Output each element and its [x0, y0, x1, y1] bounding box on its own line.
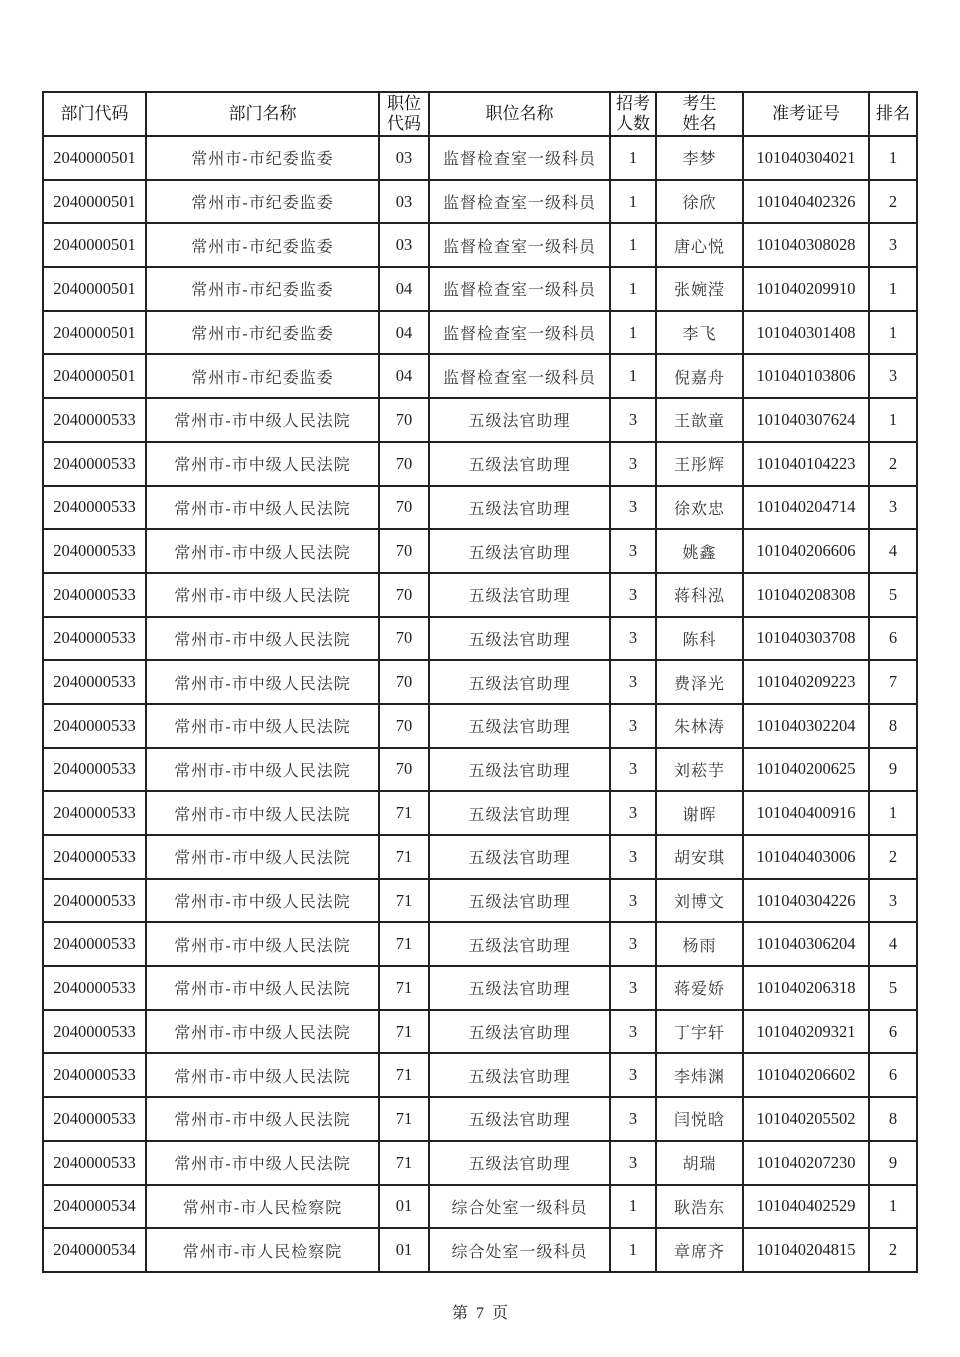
cell-quota: 3: [610, 486, 656, 530]
cell-dept-code: 2040000534: [43, 1185, 146, 1229]
cell-position-code: 04: [379, 267, 429, 311]
cell-ticket-no: 101040304021: [743, 136, 869, 180]
table-row: [43, 398, 917, 442]
header-position-code-line2: 代码: [387, 114, 421, 134]
cell-ticket-no: 101040206606: [743, 529, 869, 573]
cell-position-name: 综合处室一级科员: [429, 1228, 610, 1272]
cell-ticket-no: 101040307624: [743, 398, 869, 442]
cell-ticket-no: 101040104223: [743, 442, 869, 486]
table-row: [43, 1097, 917, 1141]
cell-candidate-name: 徐欣: [656, 180, 743, 224]
table-row: [43, 573, 917, 617]
table-row: [43, 879, 917, 923]
cell-rank: 3: [869, 879, 917, 923]
cell-dept-code: 2040000534: [43, 1228, 146, 1272]
header-dept-code: 部门代码: [43, 92, 146, 136]
cell-position-code: 70: [379, 573, 429, 617]
cell-ticket-no: 101040103806: [743, 354, 869, 398]
cell-position-code: 70: [379, 748, 429, 792]
header-position-code-line1: 职位: [387, 94, 421, 114]
cell-candidate-name: 姚鑫: [656, 529, 743, 573]
cell-ticket-no: 101040205502: [743, 1097, 869, 1141]
cell-ticket-no: 101040306204: [743, 922, 869, 966]
cell-candidate-name: 倪嘉舟: [656, 354, 743, 398]
cell-candidate-name: 刘博文: [656, 879, 743, 923]
cell-candidate-name: 张婉滢: [656, 267, 743, 311]
cell-rank: 1: [869, 398, 917, 442]
header-dept-name: 部门名称: [146, 92, 379, 136]
cell-candidate-name: 王彤辉: [656, 442, 743, 486]
cell-dept-code: 2040000533: [43, 529, 146, 573]
cell-dept-code: 2040000533: [43, 748, 146, 792]
table-row: [43, 748, 917, 792]
header-candidate-name: [656, 92, 743, 136]
header-position-code: [379, 92, 429, 136]
cell-dept-name: 常州市-市中级人民法院: [146, 573, 379, 617]
cell-dept-name: 常州市-市中级人民法院: [146, 1053, 379, 1097]
cell-ticket-no: 101040209223: [743, 660, 869, 704]
cell-quota: 3: [610, 442, 656, 486]
cell-candidate-name: 蒋爱娇: [656, 966, 743, 1010]
table-row: [43, 1185, 917, 1229]
cell-candidate-name: 李梦: [656, 136, 743, 180]
cell-candidate-name: 谢晖: [656, 791, 743, 835]
cell-quota: 3: [610, 1010, 656, 1054]
cell-quota: 1: [610, 267, 656, 311]
cell-position-code: 71: [379, 922, 429, 966]
cell-quota: 3: [610, 922, 656, 966]
cell-position-name: 五级法官助理: [429, 1097, 610, 1141]
cell-rank: 1: [869, 136, 917, 180]
cell-dept-name: 常州市-市中级人民法院: [146, 791, 379, 835]
cell-candidate-name: 李飞: [656, 311, 743, 355]
cell-candidate-name: 杨雨: [656, 922, 743, 966]
cell-quota: 3: [610, 1141, 656, 1185]
cell-candidate-name: 刘菘芋: [656, 748, 743, 792]
cell-position-code: 70: [379, 442, 429, 486]
table-row: [43, 354, 917, 398]
header-candidate-name-line2: 姓名: [682, 114, 717, 134]
cell-quota: 3: [610, 660, 656, 704]
cell-dept-name: 常州市-市中级人民法院: [146, 529, 379, 573]
cell-candidate-name: 胡瑞: [656, 1141, 743, 1185]
cell-candidate-name: 丁宇轩: [656, 1010, 743, 1054]
cell-dept-code: 2040000533: [43, 617, 146, 661]
cell-quota: 3: [610, 529, 656, 573]
cell-candidate-name: 唐心悦: [656, 223, 743, 267]
cell-rank: 2: [869, 180, 917, 224]
cell-position-name: 五级法官助理: [429, 966, 610, 1010]
cell-position-name: 五级法官助理: [429, 835, 610, 879]
cell-rank: 5: [869, 966, 917, 1010]
cell-ticket-no: 101040303708: [743, 617, 869, 661]
cell-dept-name: 常州市-市中级人民法院: [146, 617, 379, 661]
cell-ticket-no: 101040207230: [743, 1141, 869, 1185]
cell-position-name: 五级法官助理: [429, 922, 610, 966]
cell-quota: 1: [610, 136, 656, 180]
cell-rank: 1: [869, 311, 917, 355]
cell-dept-name: 常州市-市纪委监委: [146, 354, 379, 398]
cell-dept-name: 常州市-市中级人民法院: [146, 660, 379, 704]
cell-dept-code: 2040000533: [43, 879, 146, 923]
cell-position-name: 五级法官助理: [429, 1053, 610, 1097]
table-row: [43, 966, 917, 1010]
cell-rank: 3: [869, 223, 917, 267]
cell-position-code: 70: [379, 486, 429, 530]
cell-position-name: 监督检查室一级科员: [429, 136, 610, 180]
cell-position-name: 五级法官助理: [429, 442, 610, 486]
cell-rank: 6: [869, 1053, 917, 1097]
cell-dept-code: 2040000501: [43, 267, 146, 311]
cell-position-code: 71: [379, 835, 429, 879]
cell-candidate-name: 费泽光: [656, 660, 743, 704]
table-row: [43, 791, 917, 835]
cell-quota: 1: [610, 354, 656, 398]
cell-position-name: 综合处室一级科员: [429, 1185, 610, 1229]
cell-dept-code: 2040000501: [43, 136, 146, 180]
cell-rank: 3: [869, 486, 917, 530]
cell-dept-code: 2040000533: [43, 1053, 146, 1097]
cell-ticket-no: 101040206602: [743, 1053, 869, 1097]
cell-candidate-name: 胡安琪: [656, 835, 743, 879]
cell-rank: 7: [869, 660, 917, 704]
cell-ticket-no: 101040206318: [743, 966, 869, 1010]
cell-position-name: 监督检查室一级科员: [429, 354, 610, 398]
cell-candidate-name: 章席齐: [656, 1228, 743, 1272]
cell-ticket-no: 101040301408: [743, 311, 869, 355]
cell-dept-code: 2040000501: [43, 223, 146, 267]
cell-dept-code: 2040000533: [43, 486, 146, 530]
table-row: [43, 442, 917, 486]
cell-quota: 1: [610, 1228, 656, 1272]
cell-dept-code: 2040000533: [43, 1010, 146, 1054]
cell-dept-name: 常州市-市中级人民法院: [146, 1141, 379, 1185]
cell-position-name: 五级法官助理: [429, 660, 610, 704]
cell-dept-name: 常州市-市中级人民法院: [146, 1097, 379, 1141]
cell-quota: 1: [610, 180, 656, 224]
header-quota: [610, 92, 656, 136]
cell-ticket-no: 101040402529: [743, 1185, 869, 1229]
cell-position-name: 监督检查室一级科员: [429, 223, 610, 267]
table-row: [43, 136, 917, 180]
cell-dept-code: 2040000533: [43, 398, 146, 442]
cell-ticket-no: 101040204815: [743, 1228, 869, 1272]
header-candidate-name-line1: 考生: [682, 94, 717, 114]
cell-position-name: 五级法官助理: [429, 791, 610, 835]
cell-position-code: 71: [379, 966, 429, 1010]
cell-position-code: 71: [379, 1141, 429, 1185]
cell-dept-name: 常州市-市中级人民法院: [146, 704, 379, 748]
cell-dept-code: 2040000533: [43, 966, 146, 1010]
cell-position-code: 01: [379, 1185, 429, 1229]
cell-ticket-no: 101040200625: [743, 748, 869, 792]
cell-rank: 1: [869, 267, 917, 311]
cell-quota: 3: [610, 1097, 656, 1141]
cell-position-code: 71: [379, 879, 429, 923]
table-row: [43, 267, 917, 311]
cell-dept-code: 2040000533: [43, 791, 146, 835]
cell-dept-name: 常州市-市纪委监委: [146, 311, 379, 355]
cell-rank: 9: [869, 748, 917, 792]
cell-dept-name: 常州市-市中级人民法院: [146, 966, 379, 1010]
cell-dept-name: 常州市-市纪委监委: [146, 267, 379, 311]
table-header-row: [43, 92, 917, 136]
cell-position-name: 五级法官助理: [429, 748, 610, 792]
cell-position-code: 70: [379, 617, 429, 661]
cell-position-name: 五级法官助理: [429, 573, 610, 617]
cell-quota: 3: [610, 791, 656, 835]
cell-rank: 6: [869, 1010, 917, 1054]
exam-results-table: [42, 91, 918, 1273]
cell-candidate-name: 蒋科泓: [656, 573, 743, 617]
cell-ticket-no: 101040209321: [743, 1010, 869, 1054]
cell-position-code: 04: [379, 354, 429, 398]
cell-position-code: 70: [379, 704, 429, 748]
cell-dept-name: 常州市-市中级人民法院: [146, 879, 379, 923]
table-row: [43, 1010, 917, 1054]
cell-dept-name: 常州市-市中级人民法院: [146, 835, 379, 879]
cell-quota: 1: [610, 311, 656, 355]
cell-quota: 3: [610, 835, 656, 879]
table-row: [43, 922, 917, 966]
cell-dept-code: 2040000533: [43, 704, 146, 748]
cell-dept-name: 常州市-市纪委监委: [146, 180, 379, 224]
cell-dept-name: 常州市-市中级人民法院: [146, 398, 379, 442]
cell-dept-name: 常州市-市中级人民法院: [146, 442, 379, 486]
cell-dept-name: 常州市-市人民检察院: [146, 1185, 379, 1229]
cell-quota: 1: [610, 223, 656, 267]
cell-rank: 1: [869, 1185, 917, 1229]
table-row: [43, 529, 917, 573]
cell-position-name: 五级法官助理: [429, 529, 610, 573]
cell-candidate-name: 陈科: [656, 617, 743, 661]
cell-position-code: 70: [379, 398, 429, 442]
header-position-name: 职位名称: [429, 92, 610, 136]
cell-dept-name: 常州市-市人民检察院: [146, 1228, 379, 1272]
cell-rank: 1: [869, 791, 917, 835]
cell-position-name: 监督检查室一级科员: [429, 180, 610, 224]
cell-dept-code: 2040000533: [43, 1097, 146, 1141]
cell-ticket-no: 101040209910: [743, 267, 869, 311]
cell-dept-name: 常州市-市中级人民法院: [146, 922, 379, 966]
header-rank: 排名: [869, 92, 917, 136]
cell-quota: 3: [610, 879, 656, 923]
cell-ticket-no: 101040304226: [743, 879, 869, 923]
cell-rank: 2: [869, 442, 917, 486]
cell-rank: 6: [869, 617, 917, 661]
table-row: [43, 835, 917, 879]
cell-position-name: 五级法官助理: [429, 486, 610, 530]
cell-dept-code: 2040000533: [43, 660, 146, 704]
cell-position-code: 03: [379, 136, 429, 180]
cell-rank: 9: [869, 1141, 917, 1185]
cell-ticket-no: 101040204714: [743, 486, 869, 530]
header-quota-line2: 人数: [616, 114, 650, 134]
cell-candidate-name: 李炜渊: [656, 1053, 743, 1097]
table-row: [43, 486, 917, 530]
cell-position-name: 监督检查室一级科员: [429, 267, 610, 311]
cell-dept-code: 2040000533: [43, 442, 146, 486]
table-row: [43, 180, 917, 224]
cell-position-name: 五级法官助理: [429, 704, 610, 748]
cell-position-code: 03: [379, 223, 429, 267]
cell-dept-code: 2040000533: [43, 835, 146, 879]
table-row: [43, 660, 917, 704]
cell-position-code: 70: [379, 529, 429, 573]
cell-position-name: 五级法官助理: [429, 398, 610, 442]
cell-ticket-no: 101040403006: [743, 835, 869, 879]
cell-ticket-no: 101040402326: [743, 180, 869, 224]
cell-dept-code: 2040000533: [43, 922, 146, 966]
cell-quota: 3: [610, 748, 656, 792]
cell-position-name: 五级法官助理: [429, 1010, 610, 1054]
cell-position-name: 五级法官助理: [429, 1141, 610, 1185]
table-row: [43, 223, 917, 267]
cell-rank: 2: [869, 835, 917, 879]
cell-dept-code: 2040000501: [43, 311, 146, 355]
cell-candidate-name: 徐欢忠: [656, 486, 743, 530]
cell-position-name: 五级法官助理: [429, 617, 610, 661]
cell-quota: 3: [610, 573, 656, 617]
cell-position-code: 71: [379, 1097, 429, 1141]
cell-quota: 3: [610, 704, 656, 748]
cell-candidate-name: 闫悦晗: [656, 1097, 743, 1141]
cell-quota: 3: [610, 1053, 656, 1097]
table-row: [43, 311, 917, 355]
cell-dept-name: 常州市-市纪委监委: [146, 223, 379, 267]
cell-ticket-no: 101040308028: [743, 223, 869, 267]
cell-rank: 4: [869, 529, 917, 573]
cell-dept-name: 常州市-市中级人民法院: [146, 1010, 379, 1054]
cell-quota: 1: [610, 1185, 656, 1229]
table-row: [43, 617, 917, 661]
cell-position-code: 01: [379, 1228, 429, 1272]
cell-ticket-no: 101040208308: [743, 573, 869, 617]
cell-quota: 3: [610, 398, 656, 442]
header-quota-line1: 招考: [616, 94, 650, 114]
header-ticket-no: 准考证号: [743, 92, 869, 136]
table-row: [43, 1053, 917, 1097]
cell-dept-name: 常州市-市中级人民法院: [146, 748, 379, 792]
cell-ticket-no: 101040400916: [743, 791, 869, 835]
cell-rank: 4: [869, 922, 917, 966]
cell-dept-name: 常州市-市纪委监委: [146, 136, 379, 180]
cell-rank: 5: [869, 573, 917, 617]
table-row: [43, 1141, 917, 1185]
cell-dept-code: 2040000533: [43, 573, 146, 617]
cell-quota: 3: [610, 617, 656, 661]
cell-dept-code: 2040000501: [43, 354, 146, 398]
cell-position-name: 五级法官助理: [429, 879, 610, 923]
cell-position-code: 03: [379, 180, 429, 224]
cell-ticket-no: 101040302204: [743, 704, 869, 748]
cell-dept-code: 2040000501: [43, 180, 146, 224]
cell-rank: 8: [869, 704, 917, 748]
cell-quota: 3: [610, 966, 656, 1010]
page-number: 第 7 页: [451, 1305, 508, 1322]
cell-position-name: 监督检查室一级科员: [429, 311, 610, 355]
cell-candidate-name: 耿浩东: [656, 1185, 743, 1229]
cell-rank: 8: [869, 1097, 917, 1141]
cell-rank: 2: [869, 1228, 917, 1272]
cell-dept-name: 常州市-市中级人民法院: [146, 486, 379, 530]
table-row: [43, 1228, 917, 1272]
cell-rank: 3: [869, 354, 917, 398]
cell-position-code: 71: [379, 791, 429, 835]
table-body: [43, 136, 917, 1272]
cell-dept-code: 2040000533: [43, 1141, 146, 1185]
cell-position-code: 71: [379, 1053, 429, 1097]
table-row: [43, 704, 917, 748]
cell-position-code: 71: [379, 1010, 429, 1054]
cell-candidate-name: 朱林涛: [656, 704, 743, 748]
cell-position-code: 70: [379, 660, 429, 704]
cell-candidate-name: 王歆童: [656, 398, 743, 442]
cell-position-code: 04: [379, 311, 429, 355]
